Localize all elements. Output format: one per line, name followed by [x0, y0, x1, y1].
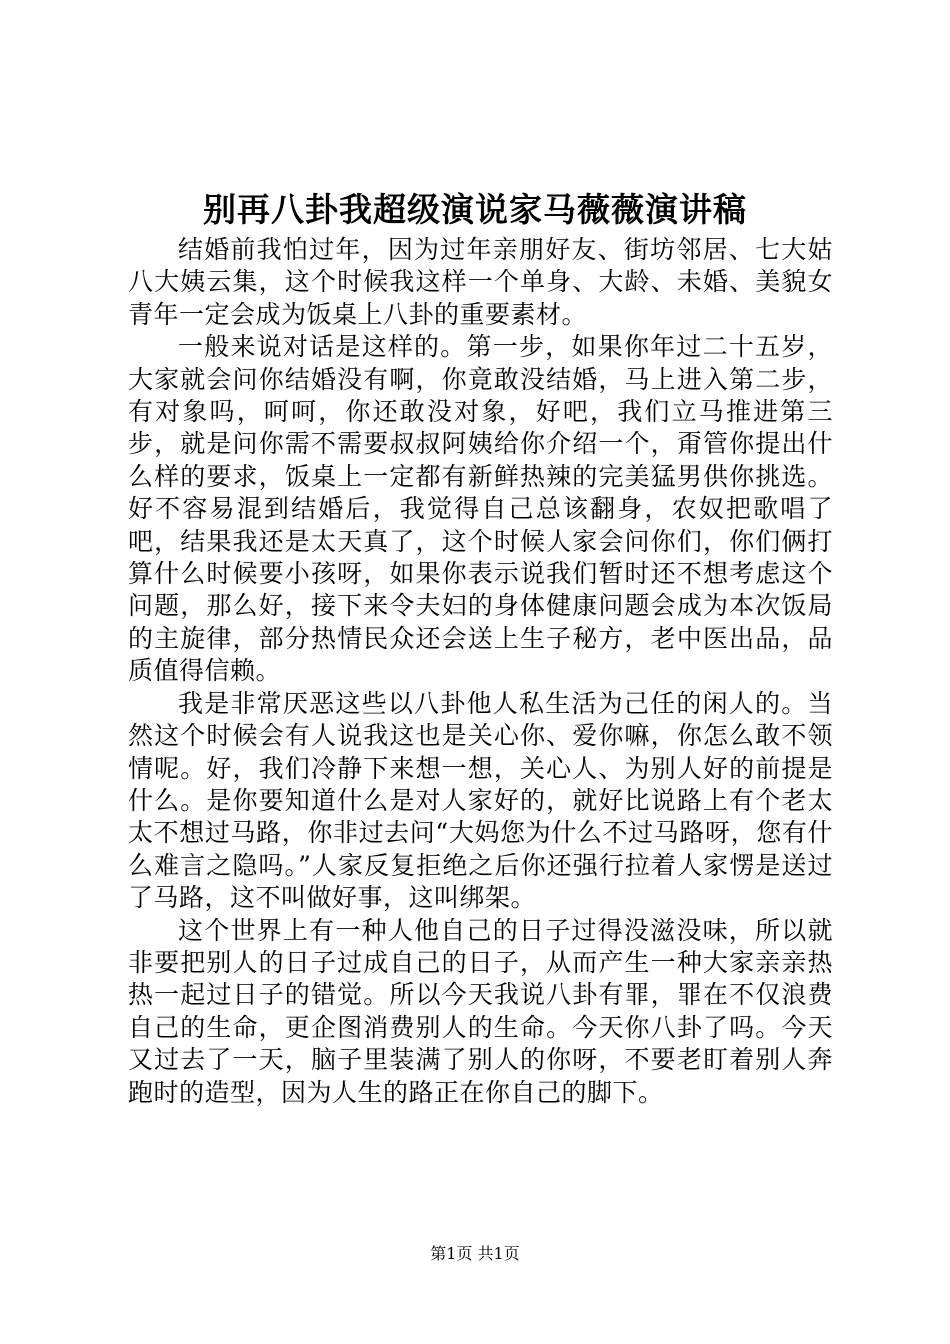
document-body — [128, 234, 833, 1109]
document-title: 别再八卦我超级演说家马薇薇演讲稿 — [203, 190, 747, 229]
paragraph-2: 一般来说对话是这样的。第一步，如果你年过二十五岁，大家就会问你结婚没有啊，你竟敢没结婚，马上进入第二步，有对象吗，呵呵，你还敢没对象，好吧，我们立马推进第三步，就是问你需不需要叔叔阿姨给你介绍一个，甭管你提出什么样的要求，饭桌上一定都有新鲜热辣的完美猛男供你挑选。好不容易混到结婚后，我觉得自己总该翻身，农奴把歌唱了吧，结果我还是太天真了，这个时候人家会问你们，你们俩打算什么时候要小孩呀，如果你表示说我们暂时还不想考虑这个问题，那么好，接下来令夫妇的身体健康问题会成为本次饭局的主旋律，部分热情民众还会送上生子秘方，老中医出品，品质值得信赖。 — [128, 332, 833, 686]
paragraph-3: 我是非常厌恶这些以八卦他人私生活为己任的闲人的。当然这个时候会有人说我这也是关心你、爱你嘛，你怎么敢不领情呢。好，我们冷静下来想一想，关心人、为别人好的前提是什么。是你要知道什么是对人家好的，就好比说路上有个老太太不想过马路，你非过去问“大妈您为什么不过马路呀，您有什么难言之隐吗。”人家反复拒绝之后你还强行拉着人家愣是送过了马路，这不叫做好事，这叫绑架。 — [128, 688, 833, 913]
page-footer: 第1页 共1页 — [430, 1244, 520, 1263]
paragraph-4: 这个世界上有一种人他自己的日子过得没滋没味，所以就非要把别人的日子过成自己的日子，从而产生一种大家亲亲热热一起过日子的错觉。所以今天我说八卦有罪，罪在不仅浪费自己的生命，更企图消费别人的生命。今天你八卦了吗。今天又过去了一天，脑子里装满了别人的你呀，不要老盯着别人奔跑时的造型，因为人生的路正在你自己的脚下。 — [128, 915, 833, 1107]
paragraph-1: 结婚前我怕过年，因为过年亲朋好友、街坊邻居、七大姑八大姨云集，这个时候我这样一个单身、大龄、未婚、美貌女青年一定会成为饭桌上八卦的重要素材。 — [128, 235, 833, 329]
